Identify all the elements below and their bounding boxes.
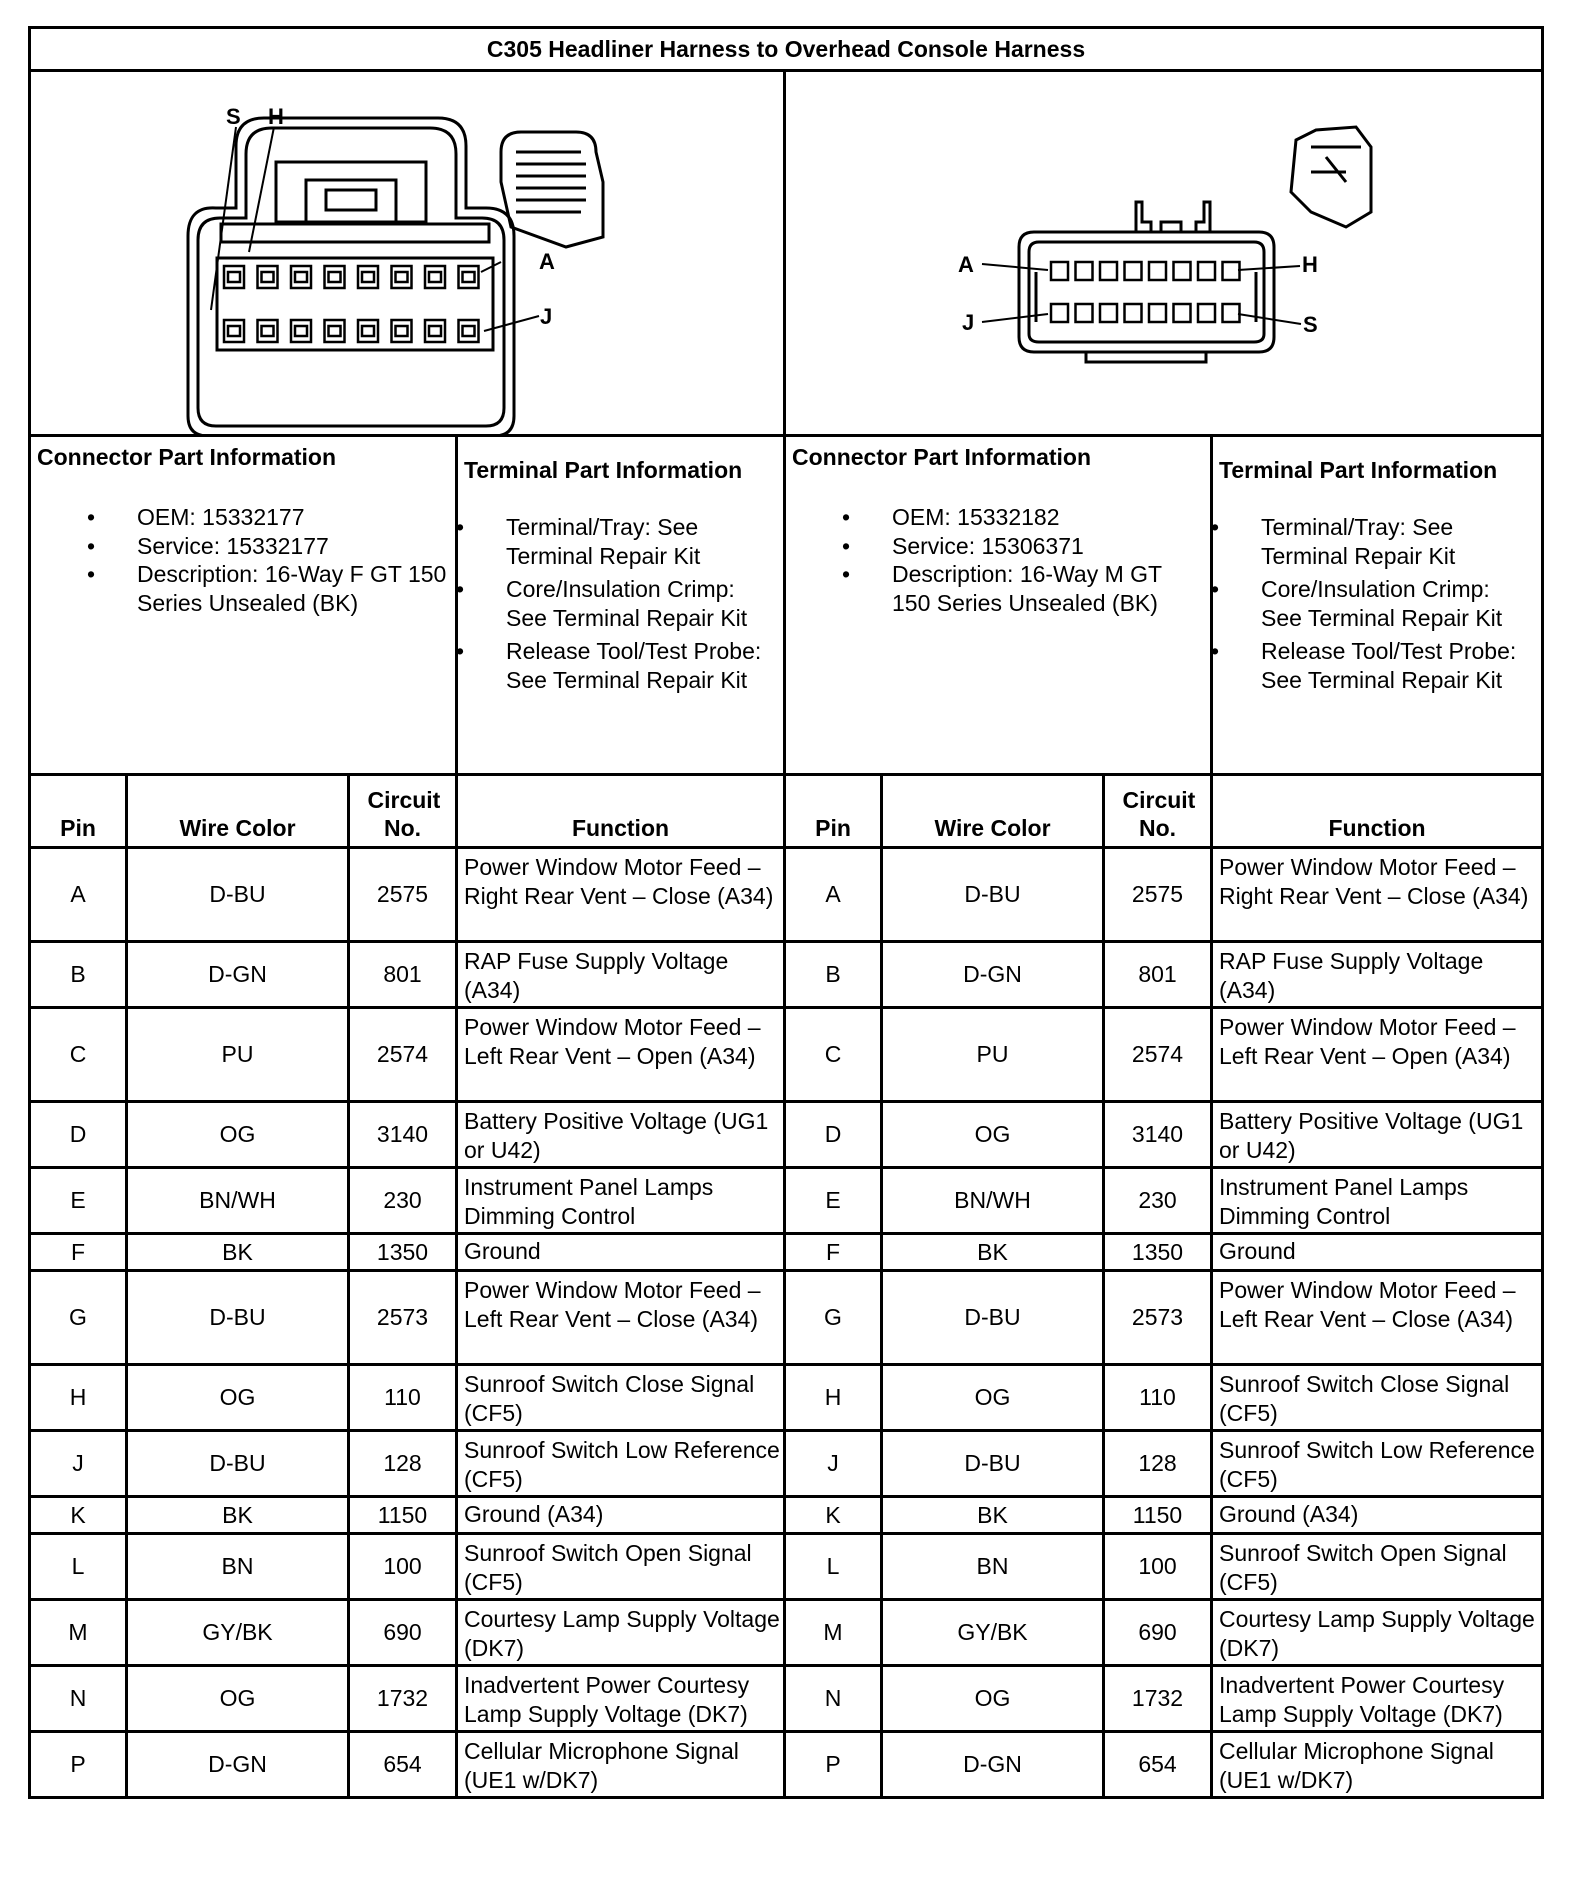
right-pin-cell: F (785, 1234, 882, 1271)
female-cavity-inner (429, 272, 441, 282)
right-wire-color-cell: OG (882, 1365, 1104, 1431)
right-label-j: J (962, 310, 975, 335)
left-wire-color-cell: D-GN (127, 942, 349, 1008)
left-header-wire-color: Wire Color (127, 775, 349, 848)
table-row (30, 1497, 1543, 1534)
left-function-cell: Inadvertent Power Courtesy Lamp Supply Voltage (DK7) (457, 1666, 785, 1732)
left-label-h: H (268, 104, 284, 129)
left-header-circuit-text: Circuit No. (367, 787, 441, 841)
left-wire-color-cell: BN (127, 1534, 349, 1600)
left-function-cell: Instrument Panel Lamps Dimming Control (457, 1168, 785, 1234)
left-terminal-info-heading: Terminal Part Information (464, 457, 743, 483)
left-connector-figure (30, 71, 785, 436)
male-cavity (1198, 262, 1215, 280)
right-function-cell: Power Window Motor Feed – Left Rear Vent – Open (A34) (1212, 1008, 1543, 1102)
right-terminal-info-heading: Terminal Part Information (1219, 457, 1498, 483)
right-circuit-cell: 801 (1104, 942, 1212, 1008)
right-connector-info (785, 436, 1212, 775)
right-terminal-info-crimp: • Core/Insulation Crimp: See Terminal Repair Kit (1157, 575, 1535, 632)
right-circuit-cell: 2575 (1104, 848, 1212, 942)
left-function-cell: Sunroof Switch Open Signal (CF5) (457, 1534, 785, 1600)
left-pin-cell: D (30, 1102, 127, 1168)
left-circuit-cell: 801 (349, 942, 457, 1008)
female-cavity-inner (295, 326, 307, 336)
right-terminal-info-tray: • Terminal/Tray: See Terminal Repair Kit (1157, 513, 1535, 570)
left-pin-cell: K (30, 1497, 127, 1534)
left-circuit-cell: 2573 (349, 1271, 457, 1365)
right-connector-info-oem: • OEM: 15332182 (792, 503, 1204, 532)
right-circuit-cell: 128 (1104, 1431, 1212, 1497)
table-row (30, 848, 1543, 942)
left-terminal-info (457, 436, 785, 775)
left-terminal-info-tool: • Release Tool/Test Probe: See Terminal Repair Kit (402, 637, 777, 694)
male-cavity (1125, 304, 1142, 322)
left-function-cell: RAP Fuse Supply Voltage (A34) (457, 942, 785, 1008)
right-circuit-cell: 1350 (1104, 1234, 1212, 1271)
right-pin-cell: C (785, 1008, 882, 1102)
male-cavity (1100, 304, 1117, 322)
left-circuit-cell: 1150 (349, 1497, 457, 1534)
male-cavity (1100, 262, 1117, 280)
right-function-cell: Battery Positive Voltage (UG1 or U42) (1212, 1102, 1543, 1168)
right-function-cell: Ground (A34) (1212, 1497, 1543, 1534)
right-circuit-cell: 230 (1104, 1168, 1212, 1234)
right-wire-color-cell: BN/WH (882, 1168, 1104, 1234)
left-function-cell: Ground (A34) (457, 1497, 785, 1534)
left-pin-cell: H (30, 1365, 127, 1431)
left-pin-cell: F (30, 1234, 127, 1271)
table-row (30, 942, 1543, 1008)
right-connector-figure (785, 71, 1543, 436)
right-pin-cell: G (785, 1271, 882, 1365)
female-cavity-inner (362, 326, 374, 336)
left-connector-info (30, 436, 457, 775)
left-function-cell: Sunroof Switch Close Signal (CF5) (457, 1365, 785, 1431)
right-wire-color-cell: D-BU (882, 848, 1104, 942)
right-circuit-cell: 1732 (1104, 1666, 1212, 1732)
left-wire-color-cell: OG (127, 1102, 349, 1168)
left-label-s: S (226, 104, 241, 129)
right-header-pin: Pin (785, 775, 882, 848)
table-row (30, 1666, 1543, 1732)
left-pin-cell: P (30, 1732, 127, 1798)
male-cavity (1174, 262, 1191, 280)
left-pin-cell: N (30, 1666, 127, 1732)
left-header-function: Function (457, 775, 785, 848)
right-terminal-info (1212, 436, 1543, 775)
table-row (30, 1534, 1543, 1600)
female-cavity-inner (262, 326, 274, 336)
left-wire-color-cell: BN/WH (127, 1168, 349, 1234)
right-circuit-cell: 110 (1104, 1365, 1212, 1431)
right-circuit-cell: 100 (1104, 1534, 1212, 1600)
right-wire-color-cell: PU (882, 1008, 1104, 1102)
female-cavity-inner (396, 272, 408, 282)
right-function-cell: Cellular Microphone Signal (UE1 w/DK7) (1212, 1732, 1543, 1798)
right-function-cell: Power Window Motor Feed – Right Rear Vent – Close (A34) (1212, 848, 1543, 942)
left-pin-cell: G (30, 1271, 127, 1365)
left-circuit-cell: 2574 (349, 1008, 457, 1102)
right-pin-cell: J (785, 1431, 882, 1497)
left-pin-cell: A (30, 848, 127, 942)
left-terminal-info-tray: • Terminal/Tray: See Terminal Repair Kit (402, 513, 777, 570)
right-wire-color-cell: BK (882, 1497, 1104, 1534)
right-function-cell: Sunroof Switch Low Reference (CF5) (1212, 1431, 1543, 1497)
right-pin-cell: D (785, 1102, 882, 1168)
left-connector-info-service: • Service: 15332177 (37, 532, 449, 561)
female-cavity-inner (463, 272, 475, 282)
left-connector-info-description: • Description: 16-Way F GT 150 Series Unsealed (BK) (37, 560, 449, 617)
right-function-cell: Instrument Panel Lamps Dimming Control (1212, 1168, 1543, 1234)
right-pin-cell: K (785, 1497, 882, 1534)
female-cavity-inner (396, 326, 408, 336)
right-label-s: S (1303, 312, 1318, 337)
right-label-h: H (1302, 252, 1318, 277)
male-cavity (1051, 304, 1068, 322)
table-row (30, 1008, 1543, 1102)
right-header-wire-color: Wire Color (882, 775, 1104, 848)
female-cavity-inner (329, 272, 341, 282)
right-connector-info-description: • Description: 16-Way M GT 150 Series Unsealed (BK) (792, 560, 1204, 617)
left-circuit-cell: 128 (349, 1431, 457, 1497)
left-function-cell: Power Window Motor Feed – Right Rear Vent – Close (A34) (457, 848, 785, 942)
left-connector-info-oem: • OEM: 15332177 (37, 503, 449, 532)
right-header-function: Function (1212, 775, 1543, 848)
male-cavity (1223, 304, 1240, 322)
right-wire-color-cell: GY/BK (882, 1600, 1104, 1666)
left-wire-color-cell: D-BU (127, 848, 349, 942)
left-label-j: J (540, 304, 553, 329)
table-row (30, 1732, 1543, 1798)
right-circuit-cell: 690 (1104, 1600, 1212, 1666)
female-cavity-inner (228, 326, 240, 336)
table-row (30, 1102, 1543, 1168)
right-function-cell: Ground (1212, 1234, 1543, 1271)
left-pin-cell: B (30, 942, 127, 1008)
left-pin-cell: C (30, 1008, 127, 1102)
left-circuit-cell: 3140 (349, 1102, 457, 1168)
left-function-cell: Sunroof Switch Low Reference (CF5) (457, 1431, 785, 1497)
male-cavity (1198, 304, 1215, 322)
right-connector-info-heading: Connector Part Information (792, 444, 1092, 470)
right-pin-cell: N (785, 1666, 882, 1732)
table-row (30, 1168, 1543, 1234)
left-wire-color-cell: GY/BK (127, 1600, 349, 1666)
right-function-cell: Sunroof Switch Close Signal (CF5) (1212, 1365, 1543, 1431)
column-header-row (30, 775, 1543, 848)
left-circuit-cell: 654 (349, 1732, 457, 1798)
female-cavity-inner (362, 272, 374, 282)
table-row (30, 1431, 1543, 1497)
right-wire-color-cell: D-GN (882, 1732, 1104, 1798)
left-wire-color-cell: BK (127, 1234, 349, 1271)
male-cavity (1076, 262, 1093, 280)
right-wire-color-cell: BN (882, 1534, 1104, 1600)
connector-table (28, 26, 1544, 1799)
right-pin-cell: A (785, 848, 882, 942)
left-label-a: A (539, 249, 555, 274)
right-header-circuit (1104, 775, 1212, 848)
right-wire-color-cell: D-BU (882, 1431, 1104, 1497)
right-function-cell: Sunroof Switch Open Signal (CF5) (1212, 1534, 1543, 1600)
male-cavity (1174, 304, 1191, 322)
table-row (30, 1234, 1543, 1271)
left-circuit-cell: 100 (349, 1534, 457, 1600)
male-cavity (1076, 304, 1093, 322)
right-wire-color-cell: BK (882, 1234, 1104, 1271)
right-function-cell: Courtesy Lamp Supply Voltage (DK7) (1212, 1600, 1543, 1666)
right-function-cell: RAP Fuse Supply Voltage (A34) (1212, 942, 1543, 1008)
left-circuit-cell: 230 (349, 1168, 457, 1234)
left-function-cell: Courtesy Lamp Supply Voltage (DK7) (457, 1600, 785, 1666)
female-cavity-inner (228, 272, 240, 282)
left-circuit-cell: 1732 (349, 1666, 457, 1732)
right-pin-cell: E (785, 1168, 882, 1234)
female-cavity-inner (429, 326, 441, 336)
left-circuit-cell: 690 (349, 1600, 457, 1666)
left-circuit-cell: 2575 (349, 848, 457, 942)
right-circuit-cell: 1150 (1104, 1497, 1212, 1534)
right-pin-cell: L (785, 1534, 882, 1600)
male-cavity (1149, 262, 1166, 280)
left-wire-color-cell: BK (127, 1497, 349, 1534)
left-pin-cell: J (30, 1431, 127, 1497)
left-pin-cell: E (30, 1168, 127, 1234)
left-wire-color-cell: OG (127, 1666, 349, 1732)
left-wire-color-cell: D-BU (127, 1431, 349, 1497)
right-wire-color-cell: D-GN (882, 942, 1104, 1008)
right-header-circuit-text: Circuit No. (1122, 787, 1196, 841)
left-wire-color-cell: D-GN (127, 1732, 349, 1798)
male-cavity (1223, 262, 1240, 280)
female-cavity-inner (329, 326, 341, 336)
left-function-cell: Cellular Microphone Signal (UE1 w/DK7) (457, 1732, 785, 1798)
right-wire-color-cell: D-BU (882, 1271, 1104, 1365)
left-pin-cell: M (30, 1600, 127, 1666)
page-title: C305 Headliner Harness to Overhead Console Harness (30, 28, 1543, 71)
right-circuit-cell: 2574 (1104, 1008, 1212, 1102)
right-pin-cell: M (785, 1600, 882, 1666)
left-pin-cell: L (30, 1534, 127, 1600)
right-connector-info-service: • Service: 15306371 (792, 532, 1204, 561)
left-connector-info-heading: Connector Part Information (37, 444, 337, 470)
right-pin-cell: P (785, 1732, 882, 1798)
right-function-cell: Inadvertent Power Courtesy Lamp Supply Voltage (DK7) (1212, 1666, 1543, 1732)
right-terminal-info-tool: • Release Tool/Test Probe: See Terminal Repair Kit (1157, 637, 1535, 694)
left-terminal-info-crimp: • Core/Insulation Crimp: See Terminal Repair Kit (402, 575, 777, 632)
right-circuit-cell: 3140 (1104, 1102, 1212, 1168)
right-circuit-cell: 2573 (1104, 1271, 1212, 1365)
left-header-pin: Pin (30, 775, 127, 848)
left-circuit-cell: 110 (349, 1365, 457, 1431)
female-connector-diagram (31, 72, 785, 434)
left-wire-color-cell: D-BU (127, 1271, 349, 1365)
right-circuit-cell: 654 (1104, 1732, 1212, 1798)
left-function-cell: Power Window Motor Feed – Left Rear Vent – Close (A34) (457, 1271, 785, 1365)
female-cavity-inner (262, 272, 274, 282)
left-circuit-cell: 1350 (349, 1234, 457, 1271)
left-function-cell: Battery Positive Voltage (UG1 or U42) (457, 1102, 785, 1168)
right-pin-cell: H (785, 1365, 882, 1431)
table-row (30, 1271, 1543, 1365)
male-cavity (1149, 304, 1166, 322)
female-cavity-inner (295, 272, 307, 282)
table-row (30, 1365, 1543, 1431)
male-cavity (1125, 262, 1142, 280)
left-function-cell: Power Window Motor Feed – Left Rear Vent – Open (A34) (457, 1008, 785, 1102)
right-wire-color-cell: OG (882, 1102, 1104, 1168)
female-cavity-inner (463, 326, 475, 336)
left-function-cell: Ground (457, 1234, 785, 1271)
male-cavity (1051, 262, 1068, 280)
right-pin-cell: B (785, 942, 882, 1008)
left-wire-color-cell: PU (127, 1008, 349, 1102)
male-connector-diagram (786, 72, 1545, 434)
right-wire-color-cell: OG (882, 1666, 1104, 1732)
right-label-a: A (958, 252, 974, 277)
right-function-cell: Power Window Motor Feed – Left Rear Vent – Close (A34) (1212, 1271, 1543, 1365)
left-header-circuit (349, 775, 457, 848)
left-wire-color-cell: OG (127, 1365, 349, 1431)
table-row (30, 1600, 1543, 1666)
